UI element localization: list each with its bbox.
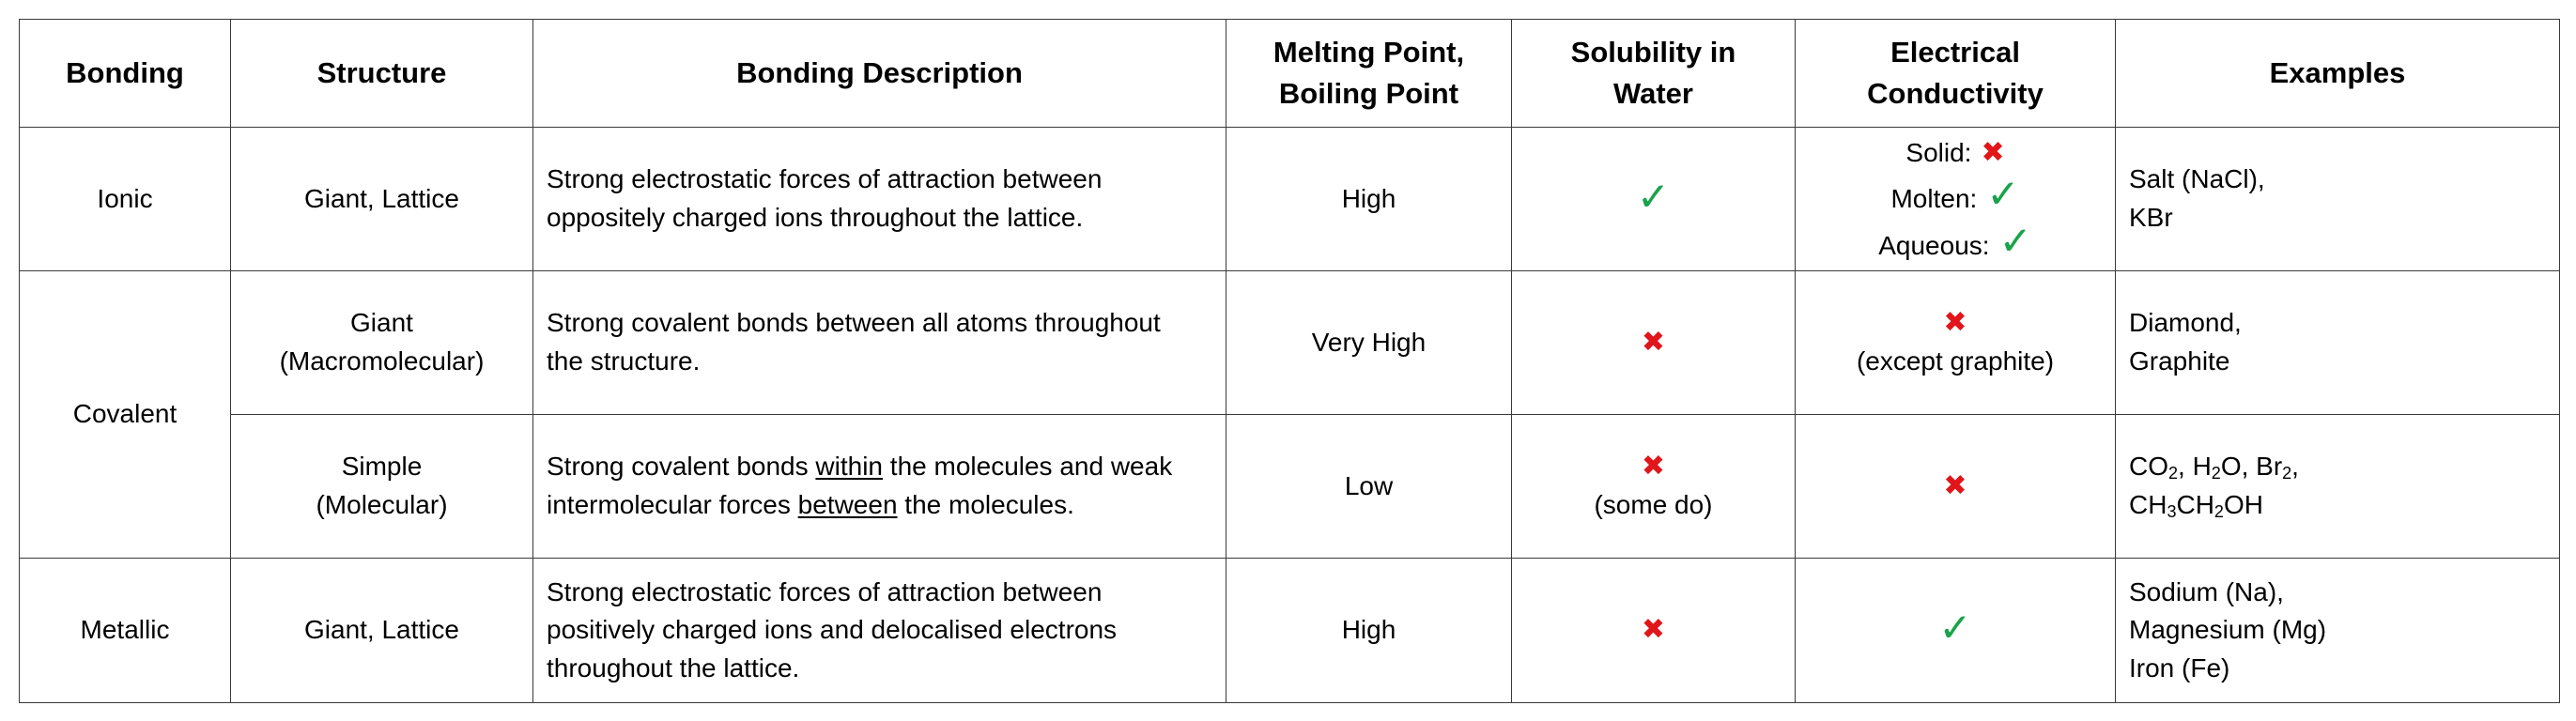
ex-o-br: O, Br [2220, 452, 2283, 482]
ex-sub: 3 [2167, 502, 2177, 521]
simple-desc-c: intermolecular forces [547, 490, 798, 519]
ex-sub: 2 [2168, 464, 2179, 483]
ionic-description [533, 128, 1226, 271]
ionic-conductivity [1796, 128, 2116, 271]
metallic-bonding: Metallic [20, 559, 231, 703]
simple-desc-a: Strong covalent bonds [547, 452, 816, 482]
ex-ch: CH [2129, 490, 2167, 519]
cond-aqueous-label: Aqueous: [1878, 230, 1990, 260]
ionic-ex-line2: KBr [2129, 203, 2173, 232]
cross-icon: ✖ [1981, 136, 2005, 168]
giant-cond-cross [1809, 304, 2102, 343]
simple-sol-cross [1525, 448, 1782, 486]
simple-desc-b: the molecules and weak [883, 452, 1173, 482]
covalent-bonding: Covalent [20, 271, 231, 559]
cond-solid-label: Solid: [1905, 137, 1972, 167]
cond-molten [1809, 172, 2102, 222]
ionic-examples [2116, 128, 2560, 271]
simple-desc-within: within [815, 452, 884, 482]
row-ionic [20, 128, 2560, 271]
header-solubility [1512, 20, 1796, 128]
ionic-bonding: Ionic [20, 128, 231, 271]
header-sol-line2: Water [1613, 77, 1693, 110]
metallic-melting-point: High [1226, 559, 1512, 703]
covalent-simple-examples [2116, 415, 2560, 559]
cross-icon: ✖ [1943, 307, 1967, 339]
simple-structure-line1: Simple [341, 452, 423, 482]
covalent-giant-description [533, 271, 1226, 415]
ex-comma: , [2291, 452, 2299, 482]
bonding-table [19, 19, 2560, 703]
covalent-giant-solubility [1512, 271, 1796, 415]
header-description: Bonding Description [533, 20, 1226, 128]
header-row [20, 20, 2560, 128]
metallic-desc-line2: positively charged ions and delocalised electrons [547, 615, 1118, 645]
ex-h: , H [2178, 452, 2212, 482]
ionic-desc-line2: oppositely charged ions throughout the lattice. [547, 203, 1084, 232]
simple-desc-between: between [797, 490, 898, 519]
check-icon: ✓ [1998, 218, 2032, 263]
simple-sol-note: (some do) [1594, 490, 1713, 519]
metallic-conductivity [1796, 559, 2116, 703]
simple-structure-line2: (Molecular) [316, 490, 448, 519]
cond-solid [1809, 130, 2102, 176]
simple-desc-line1 [547, 448, 1212, 486]
row-covalent-giant [20, 271, 2560, 415]
ionic-desc-line1: Strong electrostatic forces of attraction between [547, 164, 1103, 194]
header-bonding: Bonding [20, 20, 231, 128]
ionic-melting-point: High [1226, 128, 1512, 271]
metallic-desc-line1: Strong electrostatic forces of attraction between [547, 576, 1103, 606]
row-metallic [20, 559, 2560, 703]
metallic-structure: Giant, Lattice [231, 559, 533, 703]
cross-icon: ✖ [1943, 469, 1967, 501]
covalent-simple-conductivity [1796, 415, 2116, 559]
check-icon: ✓ [1636, 174, 1671, 219]
giant-ex-line2: Graphite [2129, 346, 2230, 376]
cond-molten-label: Molten: [1890, 184, 1978, 214]
covalent-simple-structure [231, 415, 533, 559]
cond-aqueous [1809, 218, 2102, 268]
cross-icon: ✖ [1641, 326, 1666, 358]
ex-co: CO [2129, 452, 2168, 482]
simple-desc-line2 [547, 486, 1212, 525]
covalent-simple-melting-point: Low [1226, 415, 1512, 559]
header-examples: Examples [2116, 20, 2560, 128]
covalent-simple-solubility [1512, 415, 1796, 559]
ionic-structure: Giant, Lattice [231, 128, 533, 271]
header-melting-point [1226, 20, 1512, 128]
header-conductivity [1796, 20, 2116, 128]
cross-icon: ✖ [1641, 614, 1666, 646]
header-mp-line1: Melting Point, [1273, 35, 1465, 69]
header-mp-line2: Boiling Point [1278, 77, 1459, 110]
check-icon: ✓ [1938, 606, 1972, 651]
row-covalent-simple [20, 415, 2560, 559]
metallic-examples [2116, 559, 2560, 703]
simple-ex-line1 [2129, 448, 2546, 486]
ex-oh: OH [2223, 490, 2263, 519]
giant-desc-line1: Strong covalent bonds between all atoms throughout [547, 308, 1161, 338]
giant-cond-note: (except graphite) [1856, 346, 2055, 376]
covalent-giant-melting-point: Very High [1226, 271, 1512, 415]
metallic-description [533, 559, 1226, 703]
simple-desc-d: the molecules. [897, 490, 1074, 519]
metallic-solubility [1512, 559, 1796, 703]
covalent-giant-structure [231, 271, 533, 415]
giant-desc-line2: the structure. [547, 346, 701, 376]
simple-ex-line2 [2129, 486, 2546, 525]
metallic-ex-line1: Sodium (Na), [2129, 576, 2284, 606]
ex-sub: 2 [2211, 464, 2221, 483]
giant-structure-line1: Giant [350, 308, 413, 338]
cross-icon: ✖ [1641, 451, 1666, 483]
giant-structure-line2: (Macromolecular) [279, 346, 485, 376]
ex-ch2: CH [2176, 490, 2214, 519]
check-icon: ✓ [1986, 172, 2020, 217]
header-cond-line2: Conductivity [1867, 77, 2044, 110]
header-structure: Structure [231, 20, 533, 128]
covalent-giant-examples [2116, 271, 2560, 415]
ionic-solubility [1512, 128, 1796, 271]
header-cond-line1: Electrical [1890, 35, 2020, 69]
metallic-ex-line2: Magnesium (Mg) [2129, 615, 2327, 645]
ionic-ex-line1: Salt (NaCl), [2129, 164, 2265, 194]
header-sol-line1: Solubility in [1570, 35, 1736, 69]
covalent-simple-description [533, 415, 1226, 559]
metallic-ex-line3: Iron (Fe) [2129, 652, 2230, 683]
giant-ex-line1: Diamond, [2129, 308, 2242, 338]
metallic-desc-line3: throughout the lattice. [547, 652, 800, 683]
ex-sub: 2 [2214, 502, 2224, 521]
covalent-giant-conductivity [1796, 271, 2116, 415]
ex-sub: 2 [2282, 464, 2292, 483]
